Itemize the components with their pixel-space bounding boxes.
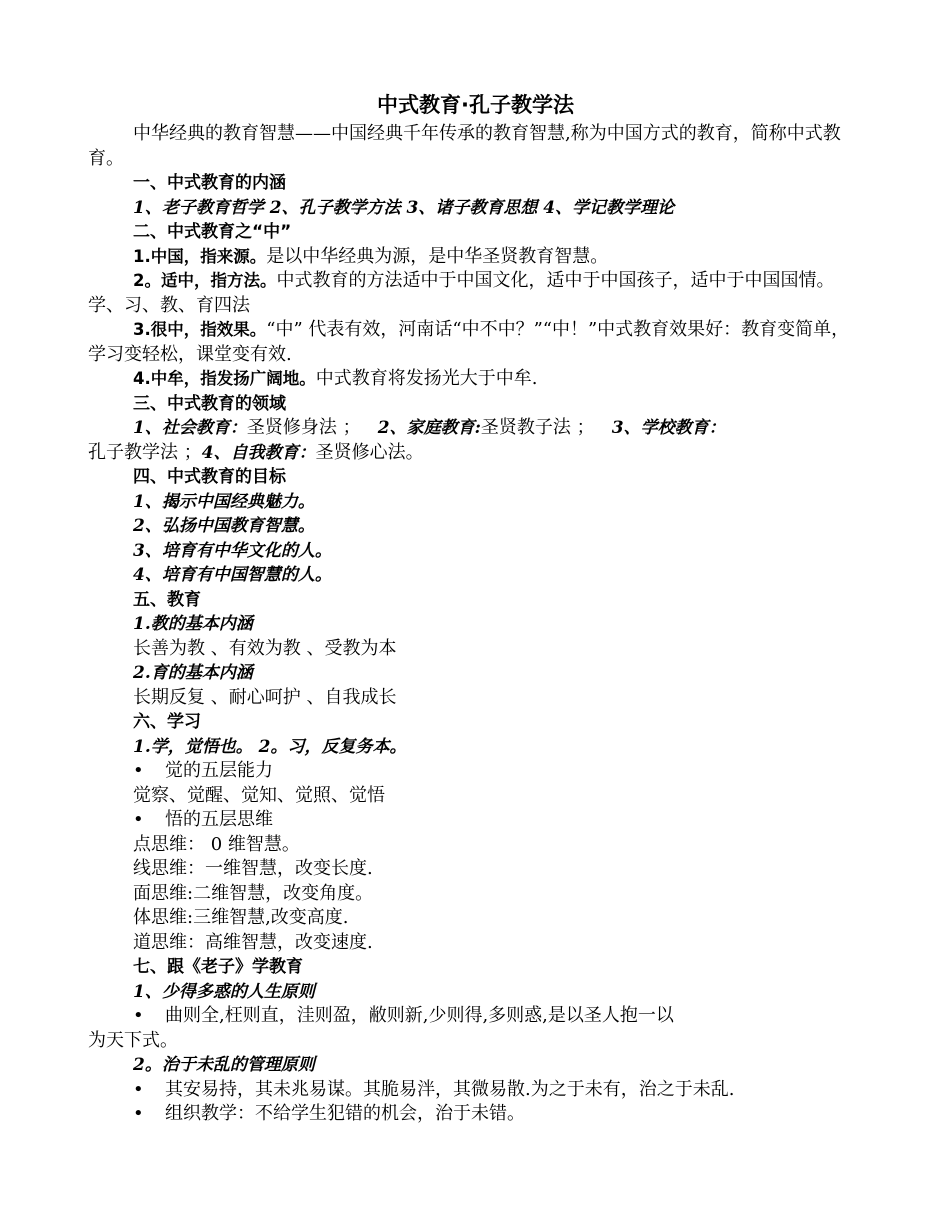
thinking-line: 体思维:三维智慧,改变高度. (133, 907, 349, 928)
section-heading-6: 六、学习 (133, 712, 201, 732)
thinking-line: 线思维：一维智慧，改变长度. (133, 858, 373, 879)
bullet-item (88, 1102, 863, 1127)
domain-family-label: 2、家庭教育: (377, 418, 481, 438)
intro-paragraph: 中华经典的教育智慧——中国经典千年传承的教育智慧,称为中国方式的教育，简称中式教育。 (88, 123, 841, 169)
goal-item: 1、揭示中国经典魅力。 (133, 491, 315, 512)
domain-school-label: 3、学校教育： (611, 418, 726, 438)
awareness-levels: 觉察、觉醒、觉知、觉照、觉悟 (133, 784, 385, 806)
section-heading-7: 七、跟《老子》学教育 (133, 957, 303, 977)
thinking-line: 点思维： 0 维智慧。 (133, 833, 300, 855)
study-subheading: 1.学，觉悟也。 2。习，反复务本。 (133, 736, 407, 757)
bullet-text: 觉的五层能力 (165, 760, 273, 781)
thinking-line: 道思维：高维智慧，改变速度. (133, 931, 373, 953)
section-heading-2: 二、中式教育之“中” (133, 222, 292, 242)
domain-social-text: 圣贤修身法 ； (246, 417, 361, 438)
subheading-nurture: 2.育的基本内涵 (133, 663, 253, 683)
bullet-icon: • (133, 1103, 144, 1124)
point-2 (88, 269, 863, 318)
domain-family-text: 圣贤教子法 ； (480, 417, 595, 438)
document-page (88, 88, 863, 1127)
bullet-icon: • (133, 1005, 144, 1026)
bullet-text: 组织教学：不给学生犯错的机会，治于未错。 (165, 1103, 525, 1124)
section-heading-3: 三、中式教育的领域 (133, 393, 286, 414)
point-2-label: 2。适中，指方法。 (133, 271, 277, 290)
bullet-text: 其安易持，其未兆易谋。其脆易泮，其微易散.为之于未有，治之于未乱. (165, 1078, 735, 1100)
domain-line-2 (88, 441, 863, 466)
section-heading-5: 五、教育 (133, 589, 201, 610)
domain-self-label: 4、自我教育： (201, 442, 316, 463)
bullet-item (88, 1004, 863, 1029)
section-heading-4: 四、中式教育的目标 (133, 467, 286, 487)
section-heading-1: 一、中式教育的内涵 (133, 173, 286, 193)
goal-item: 2、弘扬中国教育智慧。 (133, 516, 315, 536)
point-1 (88, 245, 863, 270)
point-4 (88, 367, 863, 392)
bullet-item (88, 808, 863, 833)
bullet-item (88, 759, 863, 784)
goal-item: 4、培育有中国智慧的人。 (133, 565, 332, 585)
point-4-text: 中式教育将发扬光大于中牟. (315, 368, 538, 389)
domain-social-label: 1、社会教育： (133, 418, 247, 438)
domain-school-text: 孔子教学法 ； (88, 441, 202, 463)
bullet-item (88, 1078, 863, 1103)
principle-subheading-2: 2。治于未乱的管理原则 (133, 1055, 315, 1075)
bullet-text: 曲则全,枉则直，洼则盈，敝则新,少则得,多则惑,是以圣人抱一以 (165, 1005, 674, 1026)
bullet-continuation: 为天下式。 (88, 1029, 178, 1051)
bullet-icon: • (133, 809, 144, 830)
goal-item: 3、培育有中华文化的人。 (133, 540, 332, 561)
nurture-text: 长期反复 、耐心呵护 、自我成长 (133, 686, 397, 708)
bullet-icon: • (133, 1078, 144, 1100)
point-2-text: 中式教育的方法适中于中国文化，适中于中国孩子，适中于中国国情。学、习、教、育四法 (88, 270, 835, 316)
point-3-text: “中” 代表有效，河南话“中不中？”“中！”中式教育效果好：教育变简单，学习变轻松，课堂变有效. (88, 319, 850, 365)
domain-self-text: 圣贤修心法。 (315, 441, 424, 463)
point-1-text: 是以中华经典为源，是中华圣贤教育智慧。 (266, 245, 609, 267)
document-title: 中式教育·孔子教学法 (377, 93, 574, 117)
point-1-label: 1.中国，指来源。 (133, 246, 267, 266)
section-1-items: 1、老子教育哲学 2、孔子教学方法 3、诸子教育思想 4、学记教学理论 (133, 197, 675, 218)
subheading-teach: 1.教的基本内涵 (133, 614, 253, 634)
teach-text: 长善为教 、有效为教 、受教为本 (133, 637, 397, 659)
point-4-label: 4.中牟，指发扬广阔地。 (133, 369, 316, 388)
point-3 (88, 318, 863, 367)
domain-line-1 (88, 416, 863, 441)
bullet-icon: • (133, 760, 144, 781)
point-3-label: 3.很中，指效果。 (133, 320, 267, 339)
thinking-line: 面思维:二维智慧，改变角度。 (133, 882, 374, 904)
principle-subheading-1: 1、少得多惑的人生原则 (133, 981, 315, 1002)
bullet-text: 悟的五层思维 (165, 809, 273, 830)
